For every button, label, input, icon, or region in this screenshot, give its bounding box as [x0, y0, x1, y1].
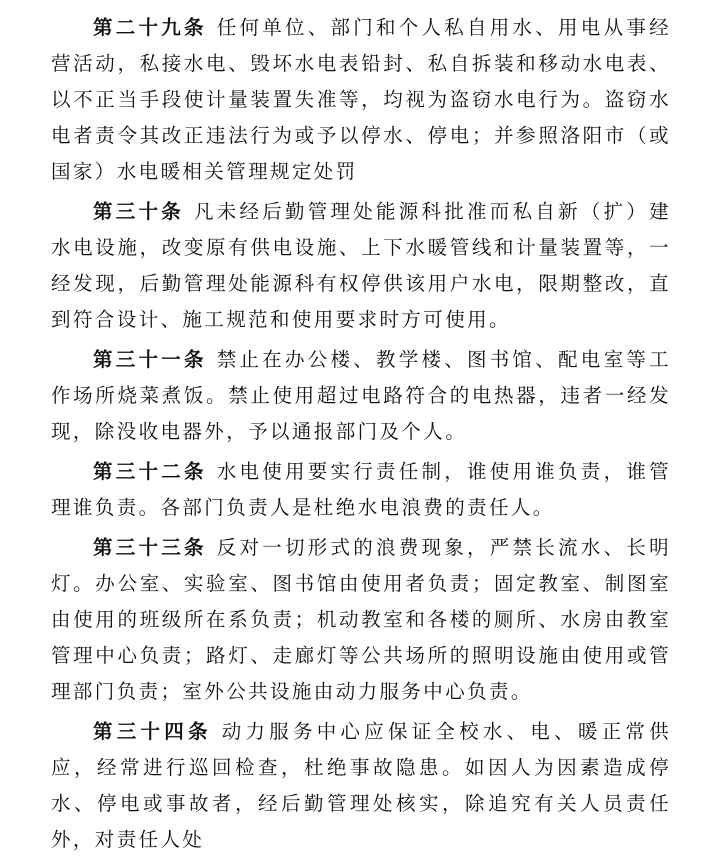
- article-29: [51, 10, 671, 190]
- article-number: 第三十二条: [93, 460, 207, 483]
- article-text: 水电使用要实行责任制，谁使用谁负责，谁管理谁负责。各部门负责人是杜绝水电浪费的责任人。: [51, 460, 671, 519]
- article-text: 禁止在办公楼、教学楼、图书馆、配电室等工作场所烧菜煮饭。禁止使用超过电路符合的电热器，违者一经发现，除没收电器外，予以通报部门及个人。: [51, 348, 671, 443]
- article-number: 第三十一条: [93, 348, 207, 371]
- article-32: [51, 454, 671, 526]
- article-34: [51, 714, 671, 858]
- article-31: [51, 342, 671, 450]
- regulation-document: [51, 10, 671, 862]
- article-text: 反对一切形式的浪费现象，严禁长流水、长明灯。办公室、实验室、图书馆由使用者负责；固定教室、制图室由使用的班级所在系负责；机动教室和各楼的厕所、水房由教室管理中心负责；路灯、走廊灯等公共场所的照明设施由使用或管理部门负责；室外公共设施由动力服务中心负责。: [51, 536, 671, 703]
- article-30: [51, 194, 671, 338]
- article-number: 第三十三条: [93, 536, 207, 559]
- article-number: 第三十四条: [93, 720, 212, 743]
- article-text: 凡未经后勤管理处能源科批准而私自新（扩）建水电设施，改变原有供电设施、上下水暖管线和计量装置等，一经发现，后勤管理处能源科有权停供该用户水电，限期整改，直到符合设计、施工规范和使用要求时方可使用。: [51, 200, 671, 331]
- article-number: 第二十九条: [93, 16, 207, 39]
- article-text: 任何单位、部门和个人私自用水、用电从事经营活动，私接水电、毁坏水电表铅封、私自拆装和移动水电表、以不正当手段使计量装置失准等，均视为盗窃水电行为。盗窃水电者责令其改正违法行为或予以停水、停电；并参照洛阳市（或国家）水电暖相关管理规定处罚: [51, 16, 671, 183]
- article-33: [51, 530, 671, 710]
- article-text: 动力服务中心应保证全校水、电、暖正常供应，经常进行巡回检查，杜绝事故隐患。如因人为因素造成停水、停电或事故者，经后勤管理处核实，除追究有关人员责任外，对责任人处: [51, 720, 671, 851]
- article-number: 第三十条: [93, 200, 185, 223]
